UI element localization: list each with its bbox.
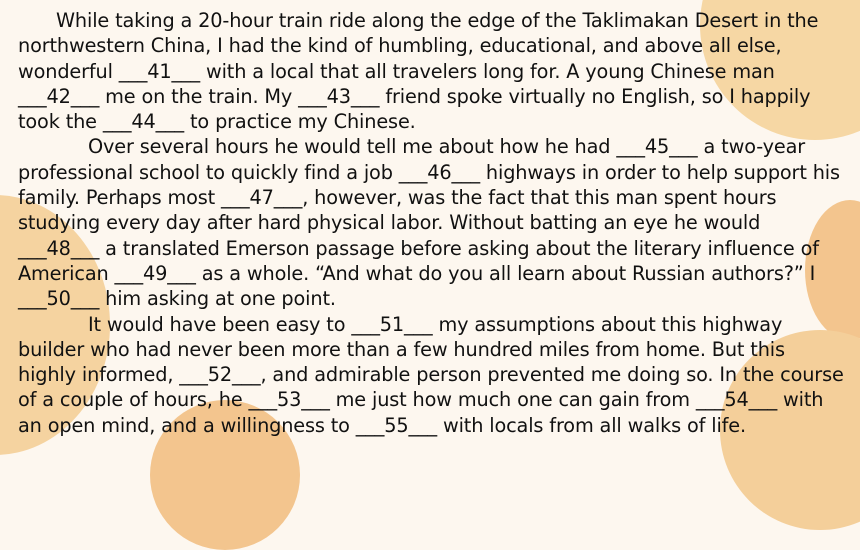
paragraph-3: It would have been easy to ___51___ my assumptions about this highway builder who had never been more than a few hundred miles from home. But this highly informed, ___52___, and admirable person prevented me doing so. In the course of a couple of hours, he ___53___ me just how much one can gain from ___54___ with an open mind, and a willingness to ___55___ with locals from all walks of life. <box>18 312 844 437</box>
paragraph-1: While taking a 20-hour train ride along the edge of the Taklimakan Desert in the northwestern China, I had the kind of humbling, educational, and above all else, wonderful ___41___ with a local that all travelers long for. A young Chinese man ___42___ me on the train. My ___43___ friend spoke virtually no English, so I happily took the ___44___ to practice my Chinese. <box>18 9 819 134</box>
passage-text <box>18 8 846 438</box>
paragraph-2: Over several hours he would tell me about how he had ___45___ a two-year professional school to quickly find a job ___46___ highways in order to help support his family. Perhaps most ___47___, however, was the fact that this man spent hours studying every day after hard physical labor. Without batting an eye he would ___48___ a translated Emerson passage before asking about the literary influence of American ___49___ as a whole. “And what do you all learn about Russian authors?” I ___50___ him asking at one point. <box>18 135 840 311</box>
